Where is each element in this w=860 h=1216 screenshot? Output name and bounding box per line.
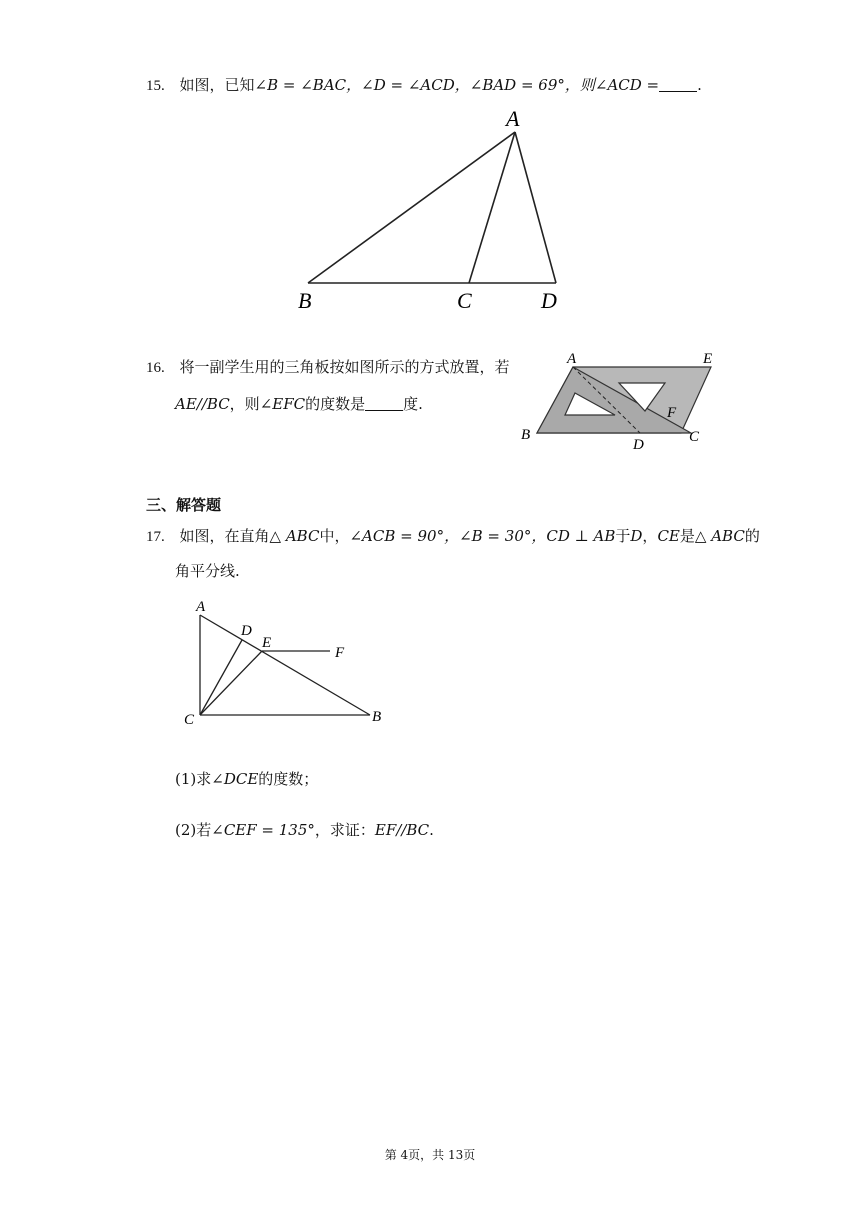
label-a: A	[196, 599, 206, 615]
question-17-line2: 角平分线.	[175, 562, 240, 580]
math-expression: ∠CEF = 135°	[211, 821, 315, 839]
segment-ac	[469, 132, 515, 283]
figure-q15-triangle	[290, 100, 580, 320]
segment-ab	[200, 615, 370, 715]
label-c: C	[689, 429, 700, 445]
question-text: 是	[679, 527, 695, 545]
math-expression: ∠B = ∠BAC，∠D = ∠ACD，∠BAD = 69°，则∠ACD =	[254, 76, 660, 94]
label-b: B	[372, 709, 382, 725]
question-number: 15.	[146, 78, 165, 94]
label-e: E	[262, 635, 272, 651]
label-d: D	[633, 437, 644, 453]
label-c: C	[457, 288, 472, 313]
question-text: 如图，在直角	[179, 527, 270, 545]
label-b: B	[298, 288, 312, 313]
question-16-line1	[146, 356, 510, 379]
question-text: 的	[744, 527, 760, 545]
label-a: A	[506, 106, 520, 131]
math-expression: EF//BC	[374, 821, 430, 839]
question-text: .	[697, 76, 702, 94]
question-17-part1	[175, 768, 318, 790]
question-text: ，	[642, 527, 658, 545]
label-d: D	[541, 288, 557, 313]
segment-ad	[515, 132, 556, 283]
math-expression: △ ABC	[269, 527, 320, 545]
question-text: 中，	[319, 527, 350, 545]
question-text: 的度数；	[258, 770, 319, 788]
question-15-stem	[146, 74, 702, 97]
question-16-line2	[175, 393, 423, 415]
question-number: 17.	[146, 529, 165, 545]
math-expression: ∠DCE	[211, 770, 259, 788]
question-number: 16.	[146, 360, 165, 376]
question-text: ，则	[229, 395, 260, 413]
question-text: 的度数是	[305, 395, 366, 413]
label-a: A	[567, 351, 577, 367]
math-expression: ∠ACB = 90°，∠B = 30°，CD ⊥ AB	[349, 527, 616, 545]
question-text: ，求证：	[314, 821, 375, 839]
section-title: 三、解答题	[146, 496, 222, 514]
label-f: F	[335, 645, 345, 661]
question-text: 如图，已知	[179, 76, 255, 94]
math-expression: D	[630, 527, 643, 545]
math-expression: ∠EFC	[259, 395, 306, 413]
math-expression: CE	[657, 527, 680, 545]
question-text: .	[429, 821, 434, 839]
question-text: 于	[615, 527, 631, 545]
label-c: C	[184, 712, 195, 728]
question-text: (2)若	[175, 821, 212, 839]
answer-blank	[365, 396, 403, 411]
label-e: E	[703, 351, 713, 367]
figure-q17-right-triangle	[180, 595, 390, 730]
label-d: D	[241, 623, 252, 639]
math-expression: △ ABC	[694, 527, 745, 545]
question-text: (1)求	[175, 770, 212, 788]
question-text: 度.	[403, 395, 423, 413]
question-17-line1	[146, 525, 760, 548]
segment-ab	[308, 132, 515, 283]
page-footer: 第 4页，共 13页	[384, 1148, 476, 1162]
question-17-part2	[175, 819, 434, 841]
figure-q16-set-squares	[515, 345, 725, 455]
question-text: 将一副学生用的三角板按如图所示的方式放置，若	[179, 358, 510, 376]
answer-blank	[659, 77, 697, 92]
label-f: F	[667, 405, 677, 421]
label-b: B	[521, 427, 531, 443]
math-expression: AE//BC	[175, 395, 230, 413]
